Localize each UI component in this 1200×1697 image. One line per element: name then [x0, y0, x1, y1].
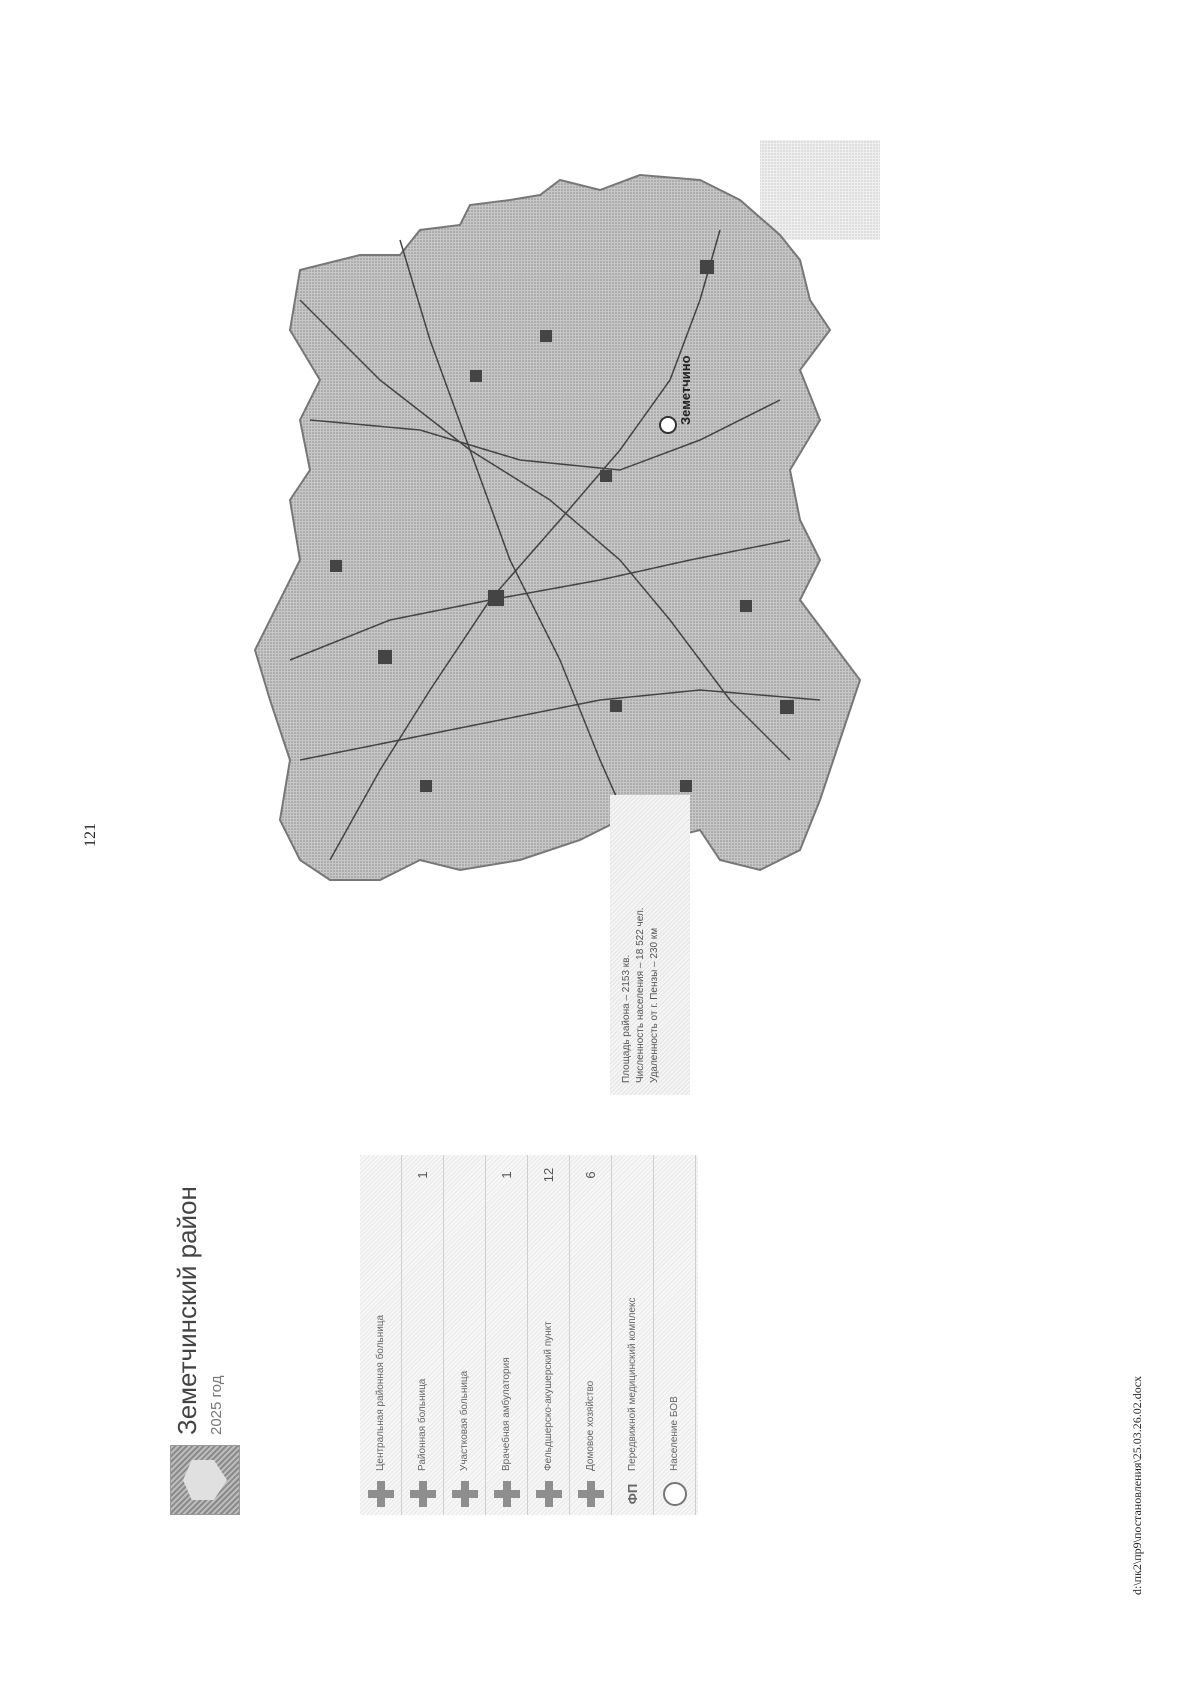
- cross-icon: [576, 1479, 606, 1509]
- legend-label: Участковая больница: [458, 1370, 470, 1471]
- legend: [360, 1155, 698, 1515]
- cross-icon: [534, 1479, 564, 1509]
- legend-count: 12: [541, 1167, 556, 1183]
- legend-count: 1: [499, 1171, 514, 1179]
- district-title: Земетчинский район: [172, 1186, 202, 1435]
- legend-label: Районная больница: [416, 1378, 428, 1471]
- cross-icon: [492, 1479, 522, 1509]
- district-shape: [255, 175, 860, 880]
- legend-label: Фельдшерско-акушерский пункт: [542, 1321, 554, 1471]
- legend-count: 1: [415, 1171, 430, 1179]
- circle-icon: [660, 1479, 690, 1509]
- legend-row: [612, 1155, 654, 1515]
- legend-row: [444, 1155, 486, 1515]
- legend-row: [486, 1155, 528, 1515]
- legend-label: Домовое хозяйство: [584, 1380, 596, 1471]
- district-header: [170, 795, 240, 1515]
- map-surroundings: [760, 140, 880, 240]
- district-year: 2025 год: [208, 1375, 225, 1435]
- cross-icon: [408, 1479, 438, 1509]
- legend-count: 6: [583, 1171, 598, 1179]
- info-distance: Удаленность от г. Пензы – 230 км: [649, 927, 660, 1083]
- page-number: 121: [82, 823, 99, 847]
- cross-icon: [450, 1479, 480, 1509]
- legend-label: Центральная районная больница: [374, 1314, 386, 1471]
- cross-icon: [366, 1479, 396, 1509]
- legend-label: Передвижной медицинский комплекс: [626, 1297, 638, 1471]
- info-area: Площадь района – 2153 кв.: [621, 954, 632, 1083]
- legend-row: [570, 1155, 612, 1515]
- legend-row: [654, 1155, 696, 1515]
- district-center-label: Земетчино: [678, 355, 693, 425]
- legend-label: Население БОВ: [668, 1396, 680, 1471]
- district-info: [610, 795, 690, 1095]
- footer-file-path: d:\пк2\пр9\постановления\25.03.26.02.docx: [1130, 1375, 1144, 1595]
- fap-icon: ФП: [625, 1483, 640, 1505]
- legend-row: [360, 1155, 402, 1515]
- legend-label: Врачебная амбулатория: [500, 1357, 512, 1471]
- legend-row: [528, 1155, 570, 1515]
- info-panel: [170, 795, 700, 1515]
- info-population: Численность населения – 18 522 чел.: [635, 907, 646, 1083]
- legend-row: [402, 1155, 444, 1515]
- district-emblem: [170, 1445, 240, 1515]
- district-center-marker: [660, 417, 676, 433]
